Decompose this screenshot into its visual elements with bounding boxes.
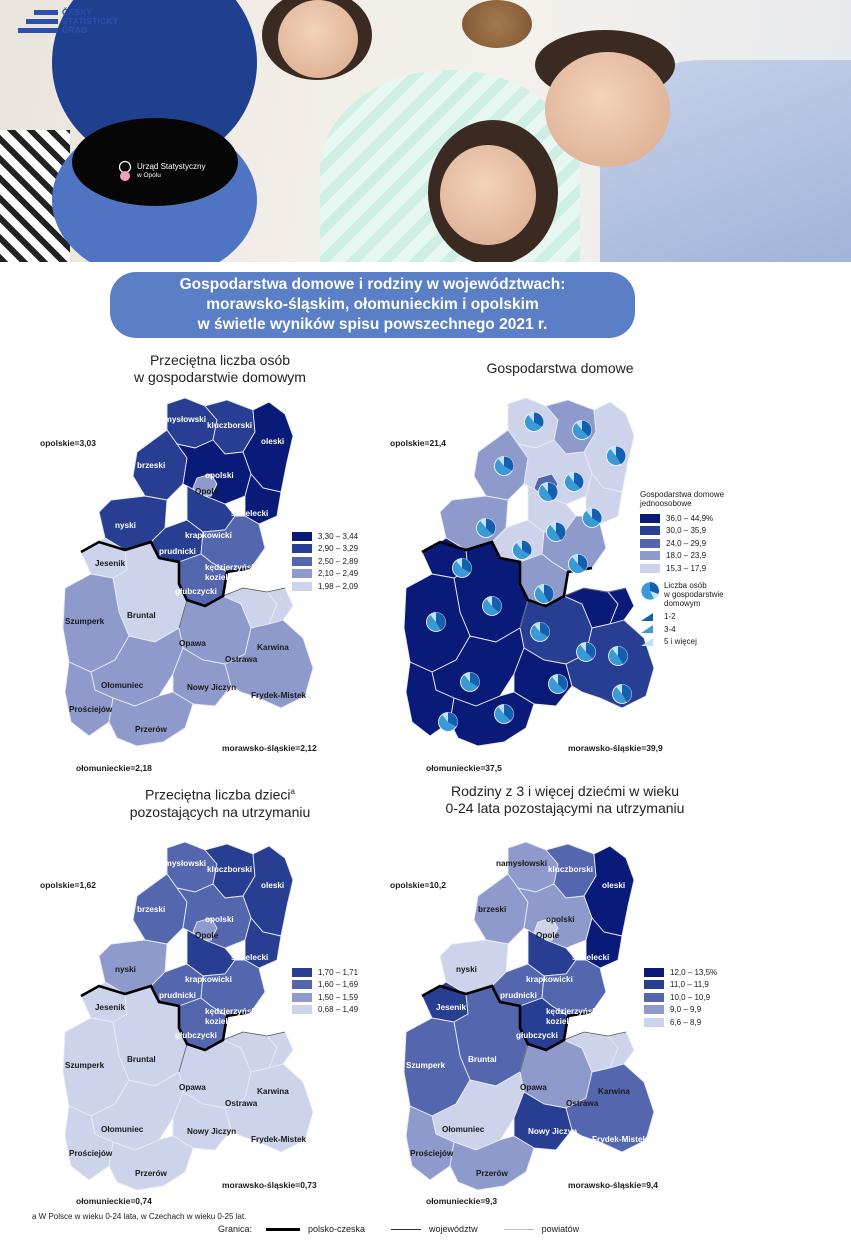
legend-row [644,979,717,992]
map-label-glubczycki: głubczycki [175,1031,217,1040]
pie-legend-head2: w gospodarstwie [664,589,724,599]
map-label-karwina: Karwina [257,643,289,652]
csu-logo-stripe [18,28,58,33]
map2-annotation-morawsko: morawsko-śląskie=39,9 [568,743,663,753]
map1-title-line2: w gospodarstwie domowym [134,369,306,385]
map4-annotation-olomunieckie: ołomunieckie=9,3 [426,1196,498,1206]
pie-chart [513,541,532,560]
map-label-jesenik: Jesenik [95,559,126,568]
legend-row [292,979,358,992]
pie-wedge-icon [640,612,654,622]
map-label-kluczborski: kluczborski [207,421,253,430]
border-line-country [266,1228,300,1231]
legend-swatch [292,557,312,566]
border-legend-label: Granica: [218,1224,253,1234]
legend-swatch [292,980,312,989]
legend-row [292,966,358,979]
pie-chart [573,421,592,440]
legend-swatch [644,980,664,989]
pie-wedge-icon [640,637,654,647]
map-label-krapkowicki: krapkowicki [526,975,573,984]
csu-line2: STATISTICKÝ [62,16,119,26]
map4-choropleth [396,836,666,1206]
map2-annotation-opolskie: opolskie=21,4 [390,438,446,448]
legend-label: 18,0 – 23,9 [666,551,707,561]
map-label-szumperk: Szumperk [406,1061,446,1070]
map-label-ostrawa: Ostrawa [566,1099,599,1108]
legend-label: 30,0 – 35,9 [666,526,707,536]
title-line3: w świetle wyników spisu powszechnego 2021 r. [197,316,548,333]
pie-legend-head [664,581,724,608]
legend-row [644,991,717,1004]
map-label-krapkowicki: krapkowicki [185,531,232,540]
map-label-prudnicki: prudnicki [500,991,537,1000]
map-label-olomuniec: Ołomuniec [101,1125,144,1134]
legend-label: 9,0 – 9,9 [670,1005,702,1015]
map1-legend [292,530,358,593]
map-label-ostrawa: Ostrawa [225,655,258,664]
map-label-kedzierzynsko1: kędzierzyńsko- [205,563,264,572]
map-label-kedzierzynsko1: kędzierzyńsko- [546,1007,605,1016]
map3-title [80,783,360,821]
legend-swatch [292,569,312,578]
map1-annotation-opolskie: opolskie=3,03 [40,438,96,448]
map2-title [430,360,690,377]
pie-chart [495,457,514,476]
legend-label: 0,68 – 1,49 [318,1005,359,1015]
border-legend [218,1224,579,1234]
csu-logo-text [62,8,119,35]
pie-legend-items [640,611,724,649]
map-label-bruntal: Bruntal [127,1055,156,1064]
pie-chart [495,705,514,724]
map-label-opole: Opole [195,931,219,940]
legend-label: 2,50 – 2,89 [318,556,359,566]
pie-legend-label: 5 i więcej [664,637,697,647]
map3-annotation-opolskie: opolskie=1,62 [40,880,96,890]
pie-chart [569,555,588,574]
footnote: a W Polsce w wieku 0-24 lata, w Czechach w wieku 0-25 lat. [32,1212,247,1221]
pie-chart [439,713,458,732]
pie-chart [483,597,502,616]
map-label-oleski: oleski [602,881,626,890]
legend-label: 1,50 – 1,59 [318,992,359,1002]
pie-chart [549,675,568,694]
legend-row [292,543,358,556]
map-label-opole: Opole [536,931,560,940]
map-label-krapkowicki: krapkowicki [185,975,232,984]
pie-chart [461,673,480,692]
legend-label: 3,30 – 3,44 [318,531,359,541]
teddy-bear-decoration [462,0,532,48]
legend-swatch [644,1018,664,1027]
legend-label: 2,10 – 2,49 [318,569,359,579]
map-label-prudnicki: prudnicki [159,547,196,556]
map-label-brzeski: brzeski [478,905,507,914]
map-label-opawa: Opawa [179,1083,206,1092]
csu-logo-stripe [34,10,58,15]
map4-title [400,783,730,817]
uso-line1: Urząd Statystyczny [137,162,206,171]
legend-label: 1,60 – 1,69 [318,980,359,990]
border-line-voivodeship [391,1229,421,1230]
pie-legend-label: 3-4 [664,624,676,634]
map-label-jesenik: Jesenik [436,1003,467,1012]
legend-swatch [644,1005,664,1014]
border-line-district [504,1229,534,1230]
pie-legend-head1: Liczba osób [664,580,707,590]
map-label-strzelecki: strzelecki [231,953,269,962]
map-label-szumperk: Szumperk [65,1061,105,1070]
pie-legend-row [640,611,724,624]
pie-chart [565,473,584,492]
pie-legend-label: 1-2 [664,612,676,622]
csu-logo-stripe [26,19,58,24]
map4-title-line2: 0-24 lata pozostającymi na utrzymaniu [445,800,685,816]
map-label-brzeski: brzeski [137,461,166,470]
pie-chart [453,559,472,578]
map-label-opawa: Opawa [179,639,206,648]
map3-title-line2: pozostających na utrzymaniu [129,803,311,820]
map-label-opole: Opole [195,487,219,496]
map-label-jesenik: Jesenik [95,1003,126,1012]
pie-chart [609,647,628,666]
map-label-opolski: opolski [205,915,234,924]
map-label-frydek: Frydek-Mistek [251,1135,307,1144]
map-label-brzeski: brzeski [137,905,166,914]
pie-chart [577,643,596,662]
legend-label: 36,0 – 44,9% [666,513,714,523]
border-legend-item1: polsko-czeska [308,1224,366,1234]
man-face-decoration [545,52,670,167]
map-label-kluczborski: kluczborski [548,865,594,874]
legend-swatch [292,993,312,1002]
legend-row [644,966,717,979]
woman-face-decoration [440,145,536,245]
map3-annotation-olomunieckie: ołomunieckie=0,74 [76,1196,152,1206]
legend-swatch [640,526,660,535]
pie-legend [640,581,724,608]
map-label-namyslowski: namysłowski [155,415,206,424]
map-label-karwina: Karwina [257,1087,289,1096]
map-label-przerow: Przerów [135,1169,167,1178]
legend-row [292,1004,358,1017]
pie-chart [547,523,566,542]
pie-chart [539,483,558,502]
header-banner [0,0,851,262]
pie-chart [583,509,602,528]
map2-legend [640,490,724,648]
map-label-nyski: nyski [115,965,136,974]
map-label-olomuniec: Ołomuniec [101,681,144,690]
legend-swatch [644,968,664,977]
map-label-opawa: Opawa [520,1083,547,1092]
map-label-proscziejow: Prościejów [410,1149,454,1158]
map-label-olomuniec: Ołomuniec [442,1125,485,1134]
map-label-opolski: opolski [546,915,575,924]
pie-chart [531,623,550,642]
legend-swatch [644,993,664,1002]
legend-label: 1,70 – 1,71 [318,967,359,977]
map-label-nowy_jiczyn: Nowy Jiczyn [187,683,237,692]
legend-row [292,580,358,593]
map2-legend-head1: Gospodarstwa domowe [640,490,725,499]
legend-swatch [292,968,312,977]
map3-legend [292,966,358,1016]
pie-legend-head3: domowym [664,598,701,608]
legend-swatch [292,582,312,591]
legend-row [640,550,724,563]
map-label-ostrawa: Ostrawa [225,1099,258,1108]
legend-swatch [640,551,660,560]
child-face-decoration [278,0,358,78]
map1-annotation-morawsko: morawsko-śląskie=2,12 [222,743,317,753]
map-label-przerow: Przerów [476,1169,508,1178]
legend-swatch [640,564,660,573]
legend-row [644,1016,717,1029]
pie-chart [525,413,544,432]
map-label-proscziejow: Prościejów [69,705,113,714]
legend-label: 12,0 – 13,5% [670,967,718,977]
map3-annotation-morawsko: morawsko-śląskie=0,73 [222,1180,317,1190]
pie-chart [427,613,446,632]
map-label-glubczycki: głubczycki [175,587,217,596]
pie-legend-row [640,623,724,636]
map-label-nyski: nyski [115,521,136,530]
title-line1: Gospodarstwa domowe i rodziny w województwach: [179,276,566,293]
legend-row [640,512,724,525]
map-label-nowy_jiczyn: Nowy Jiczyn [528,1127,578,1136]
uso-line2: w Opolu [137,172,161,179]
map3-choropleth [55,836,325,1206]
uso-logo-text [137,162,205,180]
map-label-kedzierzynsko2: kozielski [205,573,240,582]
legend-row [292,530,358,543]
map-label-strzelecki: strzelecki [231,509,269,518]
legend-label: 10,0 – 10,9 [670,992,711,1002]
legend-swatch [292,532,312,541]
map-label-kedzierzynsko1: kędzierzyńsko- [205,1007,264,1016]
legend-swatch [640,539,660,548]
map-label-karwina: Karwina [598,1087,630,1096]
map4-title-line1: Rodziny z 3 i więcej dziećmi w wieku [451,783,679,799]
map-label-frydek: Frydek-Mistek [592,1135,648,1144]
csu-line1: ČESKÝ [62,7,93,17]
map-label-oleski: oleski [261,437,285,446]
map-label-proscziejow: Prościejów [69,1149,113,1158]
pie-legend-row [640,636,724,649]
legend-row [292,555,358,568]
pie-chart [477,519,496,538]
legend-row [292,568,358,581]
pie-wedge-icon [640,624,654,634]
map-label-strzelecki: strzelecki [572,953,610,962]
legend-row [640,525,724,538]
title-line2: morawsko-śląskim, ołomunieckim i opolskim [206,296,539,313]
map3-title-line1: Przeciętna liczba dzieci [145,786,291,803]
map1-annotation-olomunieckie: ołomunieckie=2,18 [76,763,152,773]
map-label-namyslowski: namysłowski [496,859,547,868]
map-label-kedzierzynsko2: kozielski [546,1017,581,1026]
footnote-marker: a [290,787,295,796]
map4-annotation-morawsko: morawsko-śląskie=9,4 [568,1180,659,1190]
pie-legend-icon [640,581,660,601]
legend-swatch [292,1005,312,1014]
legend-row [640,562,724,575]
map1-title-line1: Przeciętna liczba osób [149,352,291,368]
map4-annotation-opolskie: opolskie=10,2 [390,880,446,890]
map2-legend-head [640,490,724,508]
map-label-prudnicki: prudnicki [159,991,196,1000]
legend-label: 1,98 – 2,09 [318,581,359,591]
map-label-kluczborski: kluczborski [207,865,253,874]
legend-swatch [640,514,660,523]
map-label-bruntal: Bruntal [127,611,156,620]
map-label-nowy_jiczyn: Nowy Jiczyn [187,1127,237,1136]
border-legend-item3: powiatów [541,1224,580,1234]
map-label-szumperk: Szumperk [65,617,105,626]
map2-legend-head2: jednoosobowe [640,499,692,508]
map-label-glubczycki: głubczycki [516,1031,558,1040]
map-label-nyski: nyski [456,965,477,974]
map4-legend [644,966,717,1029]
map2-title-line1: Gospodarstwa domowe [486,360,634,376]
map1-title [90,352,350,386]
legend-row [644,1004,717,1017]
uso-logo-icon [118,160,132,182]
map-label-oleski: oleski [261,881,285,890]
pie-chart [613,685,632,704]
legend-label: 2,90 – 3,29 [318,544,359,554]
border-legend-item2: województw [429,1224,478,1234]
pie-chart [535,585,554,604]
page-title [110,272,635,338]
legend-label: 6,6 – 8,9 [670,1017,702,1027]
legend-label: 24,0 – 29,9 [666,538,707,548]
legend-row [640,537,724,550]
map-label-frydek: Frydek-Mistek [251,691,307,700]
csu-line3: ÚŘAD [62,25,88,35]
map-label-kedzierzynsko2: kozielski [205,1017,240,1026]
map2-annotation-olomunieckie: ołomunieckie=37,5 [426,763,502,773]
legend-label: 15,3 – 17,9 [666,563,707,573]
legend-swatch [292,544,312,553]
map-label-namyslowski: namysłowski [155,859,206,868]
legend-label: 11,0 – 11,9 [670,980,709,990]
map-label-przerow: Przerów [135,725,167,734]
legend-row [292,991,358,1004]
map-label-bruntal: Bruntal [468,1055,497,1064]
pie-chart [607,447,626,466]
map-label-opolski: opolski [205,471,234,480]
